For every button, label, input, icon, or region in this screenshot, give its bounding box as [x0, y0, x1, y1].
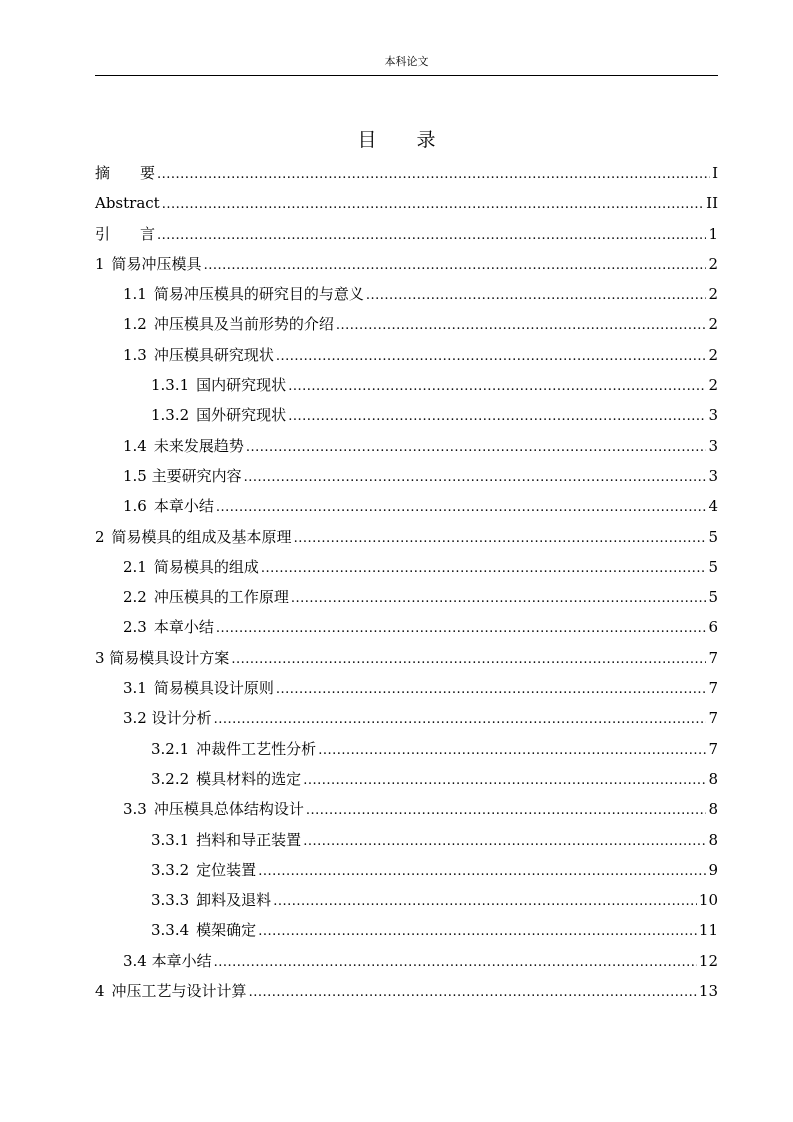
toc-entry-title: 简易冲压模具的研究目的与意义 [153, 285, 364, 304]
toc-entry-title: 1.5 主要研究内容 [123, 466, 242, 485]
toc-entry-page: 12 [698, 951, 718, 970]
toc-entry[interactable] [95, 249, 718, 279]
toc-entry-page: 2 [708, 254, 718, 273]
toc-entry-page: I [712, 164, 718, 182]
toc-entry-number: 2.2 [123, 588, 147, 607]
toc-dot-leader [214, 705, 707, 735]
toc-entry-title: 冲压模具及当前形势的介绍 [153, 315, 334, 334]
toc-entry-title: 模架确定 [196, 921, 257, 940]
toc-entry-page: 4 [708, 497, 718, 516]
toc-entry-page: 8 [708, 800, 718, 819]
toc-entry-title: 卸料及退料 [196, 891, 272, 910]
toc-entry[interactable] [95, 764, 718, 794]
toc-dot-leader [288, 402, 706, 432]
toc-entry-number: 1.4 [123, 436, 147, 455]
toc-dot-leader [261, 554, 707, 584]
toc-entry[interactable] [95, 734, 718, 764]
toc-entry-title: 冲裁件工艺性分析 [196, 739, 317, 758]
toc-entry-title: 未来发展趋势 [153, 436, 244, 455]
toc-entry-page: 6 [708, 618, 718, 637]
toc-entry-page: 11 [698, 921, 718, 940]
toc-title-left: 目 [357, 129, 377, 151]
toc-entry[interactable] [95, 703, 718, 733]
toc-entry-number: 3.1 [123, 679, 147, 698]
toc-entry-page: 3 [708, 466, 718, 485]
toc-entry-page: 3 [708, 406, 718, 425]
toc-dot-leader [366, 281, 707, 311]
toc-dot-leader [318, 736, 706, 766]
toc-dot-leader [303, 766, 706, 796]
toc-entry-title: 冲压工艺与设计计算 [111, 982, 247, 1001]
toc-entry-page: 7 [708, 739, 718, 758]
toc-entry-number: 2.1 [123, 557, 147, 576]
toc-entry-page: 8 [708, 769, 718, 788]
toc-entry[interactable] [95, 158, 718, 188]
toc-entry-page: 5 [708, 527, 718, 546]
toc-entry[interactable] [95, 794, 718, 824]
toc-dot-leader [157, 160, 710, 190]
toc-entry[interactable] [95, 552, 718, 582]
toc-entry-number: 1.2 [123, 315, 147, 334]
page-header [95, 55, 718, 76]
toc-entry-number: 2.3 [123, 618, 147, 637]
toc-list [95, 158, 718, 1006]
toc-dot-leader [231, 645, 706, 675]
toc-entry-title: 3.2 设计分析 [123, 709, 212, 728]
toc-entry-title: 3.4 本章小结 [123, 951, 212, 970]
toc-entry-page: 13 [698, 982, 718, 1001]
toc-dot-leader [303, 827, 706, 857]
toc-dot-leader [294, 524, 707, 554]
toc-dot-leader [216, 614, 707, 644]
toc-entry-page: II [706, 194, 718, 213]
toc-entry-title: 本章小结 [153, 618, 214, 637]
toc-entry-title: 摘 要 [95, 164, 156, 182]
toc-entry-page: 8 [708, 830, 718, 849]
toc-entry-title: 定位装置 [196, 860, 257, 879]
toc-entry-number: 1.3.2 [151, 406, 190, 425]
toc-entry-number: 3.2.1 [151, 739, 190, 758]
toc-entry-page: 2 [708, 285, 718, 304]
toc-dot-leader [306, 796, 707, 826]
toc-entry[interactable] [95, 431, 718, 461]
toc-entry-number: 3.3 [123, 800, 147, 819]
toc-entry-title: 简易模具的组成及基本原理 [111, 527, 292, 546]
toc-entry-title: 国内研究现状 [196, 376, 287, 395]
toc-entry[interactable] [95, 946, 718, 976]
toc-entry[interactable] [95, 340, 718, 370]
toc-dot-leader [276, 675, 707, 705]
toc-title-right: 录 [416, 129, 436, 151]
toc-entry[interactable] [95, 582, 718, 612]
toc-entry-title: 简易模具设计原则 [153, 679, 274, 698]
toc-entry[interactable] [95, 855, 718, 885]
toc-entry[interactable] [95, 825, 718, 855]
toc-entry-page: 7 [708, 709, 718, 728]
toc-entry-number: 3.3.2 [151, 860, 190, 879]
toc-entry-page: 7 [708, 648, 718, 667]
toc-entry[interactable] [95, 370, 718, 400]
toc-dot-leader [276, 342, 707, 372]
toc-entry[interactable] [95, 522, 718, 552]
toc-entry[interactable] [95, 976, 718, 1006]
toc-dot-leader [204, 251, 707, 281]
toc-entry-page: 9 [708, 860, 718, 879]
toc-entry-page: 2 [708, 315, 718, 334]
toc-entry[interactable] [95, 915, 718, 945]
toc-dot-leader [273, 887, 697, 917]
toc-entry-page: 2 [708, 376, 718, 395]
toc-entry-title: 引 言 [95, 224, 156, 243]
toc-entry-number: 3.2.2 [151, 769, 190, 788]
toc-entry-title: Abstract [95, 194, 160, 213]
toc-dot-leader [162, 190, 704, 220]
toc-entry-page: 2 [708, 345, 718, 364]
toc-dot-leader [258, 857, 706, 887]
toc-entry-number: 2 [95, 527, 105, 546]
toc-entry-title: 冲压模具总体结构设计 [153, 800, 304, 819]
toc-entry-title: 模具材料的选定 [196, 769, 302, 788]
toc-entry-page: 10 [698, 891, 718, 910]
toc-entry[interactable] [95, 461, 718, 491]
toc-entry-page: 5 [708, 588, 718, 607]
toc-entry[interactable] [95, 219, 718, 249]
toc-entry-title: 简易模具的组成 [153, 557, 259, 576]
toc-entry-title: 国外研究现状 [196, 406, 287, 425]
toc-entry-number: 1.6 [123, 497, 147, 516]
header-text: 本科论文 [384, 55, 429, 68]
toc-entry-number: 1.3.1 [151, 376, 190, 395]
toc-dot-leader [216, 493, 707, 523]
toc-dot-leader [291, 584, 707, 614]
toc-dot-leader [288, 372, 706, 402]
toc-entry-title: 简易冲压模具 [111, 254, 202, 273]
toc-entry[interactable] [95, 400, 718, 430]
toc-entry-title: 3 简易模具设计方案 [95, 648, 230, 667]
toc-entry[interactable] [95, 673, 718, 703]
toc-entry-title: 挡料和导正装置 [196, 830, 302, 849]
toc-entry-title: 冲压模具的工作原理 [153, 588, 289, 607]
toc-entry-page: 3 [708, 436, 718, 455]
toc-entry[interactable] [95, 885, 718, 915]
toc-entry-title: 本章小结 [153, 497, 214, 516]
toc-dot-leader [336, 311, 707, 341]
toc-dot-leader [214, 948, 697, 978]
toc-entry[interactable] [95, 612, 718, 642]
toc-entry[interactable] [95, 643, 718, 673]
toc-entry[interactable] [95, 188, 718, 218]
toc-entry-page: 1 [708, 224, 718, 243]
toc-entry-title: 冲压模具研究现状 [153, 345, 274, 364]
toc-entry-page: 5 [708, 557, 718, 576]
toc-entry-number: 3.3.4 [151, 921, 190, 940]
toc-entry-number: 3.3.3 [151, 891, 190, 910]
toc-dot-leader [157, 221, 706, 251]
toc-dot-leader [258, 917, 697, 947]
toc-entry-number: 3.3.1 [151, 830, 190, 849]
toc-entry-number: 1.1 [123, 285, 147, 304]
toc-dot-leader [244, 463, 707, 493]
toc-entry[interactable] [95, 279, 718, 309]
toc-entry[interactable] [95, 491, 718, 521]
toc-entry-number: 1.3 [123, 345, 147, 364]
toc-dot-leader [249, 978, 697, 1008]
toc-entry-number: 1 [95, 254, 105, 273]
toc-entry-number: 4 [95, 982, 105, 1001]
toc-entry[interactable] [95, 309, 718, 339]
toc-entry-page: 7 [708, 679, 718, 698]
toc-title [0, 128, 793, 152]
toc-dot-leader [246, 433, 707, 463]
